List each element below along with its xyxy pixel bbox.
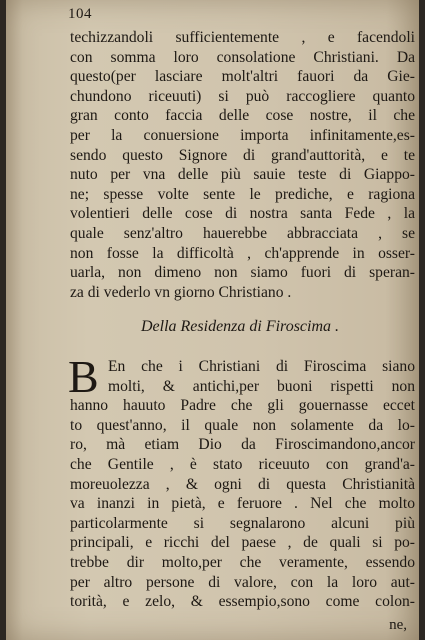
text-line: sendo questo Signore di grand'auttorità, e te <box>70 146 415 164</box>
text-line: per la conuersione importa infinitamente,es- <box>70 126 415 144</box>
paragraph-1 <box>70 28 415 302</box>
text-line: volentieri delle cose di nostra santa Fede , la <box>70 205 415 223</box>
text-line: to quest'anno, il quale non solamente da lo- <box>70 416 415 434</box>
text-line: che Gentile , è stato riceuuto con grand'a- <box>70 455 415 473</box>
page-number: 104 <box>68 6 92 22</box>
text-line-last: za di vederlo vn giorno Christiano . <box>70 283 292 301</box>
text-line: ro, mà etiam Dio da Firoscimandono,ancor <box>70 436 415 454</box>
catchword: ne, <box>389 617 407 633</box>
text-line: gran conto faccia delle cose nostre, il che <box>70 107 415 125</box>
text-line: quale senz'altro hauerebbe abbracciata , se <box>70 224 415 242</box>
text-line: non fosse la difficoltà , ch'apprende in osser- <box>70 244 415 262</box>
text-line: particolarmente si segnalarono alcuni più <box>70 514 415 532</box>
book-page <box>6 0 419 640</box>
text-line: con somma loro consolatione Christiani. Da <box>70 48 415 66</box>
text-line: chundono riceuuti) si può raccogliere quanto <box>70 87 415 105</box>
text-line: hanno hauuto Padre che gli gouernasse eccet <box>70 397 415 415</box>
text-line: nuto per vna delle più sauie teste di Giappo- <box>70 166 415 184</box>
paragraph-2 <box>68 351 415 612</box>
text-line: ne; spesse volte sente le prediche, e ragiona <box>70 185 415 203</box>
section-heading: Della Residenza di Firoscima . <box>140 318 340 335</box>
text-line: torità, e zelo, & essempio,sono come colon- <box>70 593 415 611</box>
text-line: questo(per lasciare molt'altri fauori da Gie- <box>70 68 415 86</box>
text-line: molti, & antichi,per buoni rispetti non <box>108 377 415 395</box>
drop-cap: B <box>68 351 99 402</box>
text-line: principali, e ricchi del paese , de quali si po- <box>70 534 415 552</box>
text-line: trebbe dir molto,per che veramente, essendo <box>70 553 415 571</box>
text-line: En che i Christiani di Firoscima siano <box>108 358 415 375</box>
text-line: moreuolezza , & ogni di questa Christianità <box>70 475 415 493</box>
text-line: va inanzi in pietà, e feruore . Nel che molto <box>70 495 415 513</box>
text-line: uarla, non dimeno non siamo fuori di speran- <box>70 264 415 282</box>
text-line: per altro persone di valore, con la loro aut- <box>70 573 415 591</box>
text-line: techizzandoli sufficientemente , e facendoli <box>70 29 415 46</box>
